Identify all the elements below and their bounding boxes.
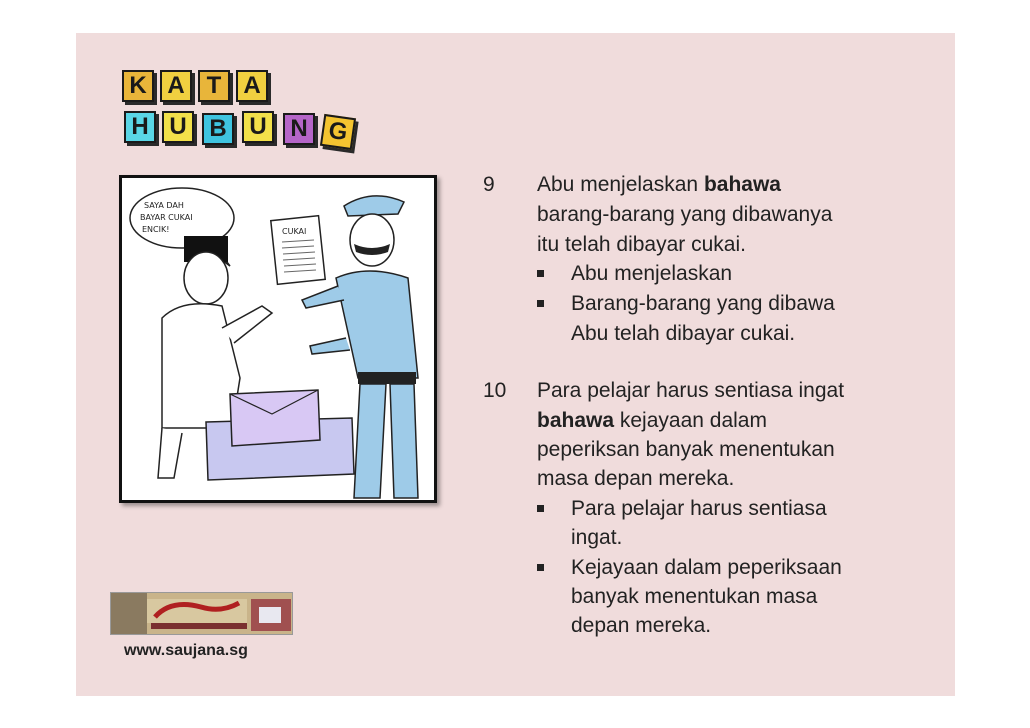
speech-text: ENCIK!	[142, 225, 170, 234]
title-tile: T	[198, 70, 230, 102]
speech-text: SAYA DAH	[144, 201, 184, 210]
website-url[interactable]: www.saujana.sg	[124, 642, 248, 659]
cartoon-drawing	[122, 178, 434, 500]
bullet-text: Abu menjelaskan	[571, 262, 733, 285]
bullet-text: banyak menentukan masa	[571, 585, 818, 608]
title-tile: U	[162, 111, 194, 143]
keyword-bahawa: bahawa	[537, 409, 615, 432]
document-label: CUKAI	[282, 227, 307, 236]
title-tile: U	[242, 111, 274, 143]
keyword-bahawa: bahawa	[703, 173, 781, 196]
sentence-line: peperiksan banyak menentukan	[537, 438, 835, 461]
item-number: 10	[483, 379, 507, 402]
cartoon-illustration	[119, 175, 437, 503]
bullet-text: ingat.	[571, 526, 623, 549]
item-number: 9	[483, 173, 495, 196]
sentence-line: barang-barang yang dibawanya	[537, 203, 833, 226]
bullet-text: Barang-barang yang dibawa	[571, 292, 835, 315]
title-tile: N	[283, 113, 315, 145]
logo-image	[111, 593, 293, 635]
bullet-marker	[537, 505, 544, 512]
saujana-logo	[110, 592, 293, 635]
bullet-marker	[537, 300, 544, 307]
bullet-text: Para pelajar harus sentiasa	[571, 497, 827, 520]
bullet-marker	[537, 270, 544, 277]
title-tile: A	[160, 70, 192, 102]
title-tile: A	[236, 70, 268, 102]
bullet-text: Kejayaan dalam peperiksaan	[571, 556, 842, 579]
bullet-text: depan mereka.	[571, 614, 712, 637]
sentence-line	[537, 173, 781, 197]
sentence-line: masa depan mereka.	[537, 467, 735, 490]
title-tile: K	[122, 70, 154, 102]
sentence-text: Abu menjelaskan	[537, 173, 704, 196]
title-tile: H	[124, 111, 156, 143]
sentence-line: Para pelajar harus sentiasa ingat	[537, 379, 845, 402]
speech-text: BAYAR CUKAI	[140, 213, 193, 222]
bullet-marker	[537, 564, 544, 571]
sentence-line	[537, 409, 767, 433]
title-tile: G	[320, 114, 356, 150]
title-tile: B	[202, 113, 234, 145]
sentence-text: kejayaan dalam	[614, 409, 767, 432]
bullet-text: Abu telah dibayar cukai.	[571, 322, 796, 345]
sentence-line: itu telah dibayar cukai.	[537, 233, 746, 256]
